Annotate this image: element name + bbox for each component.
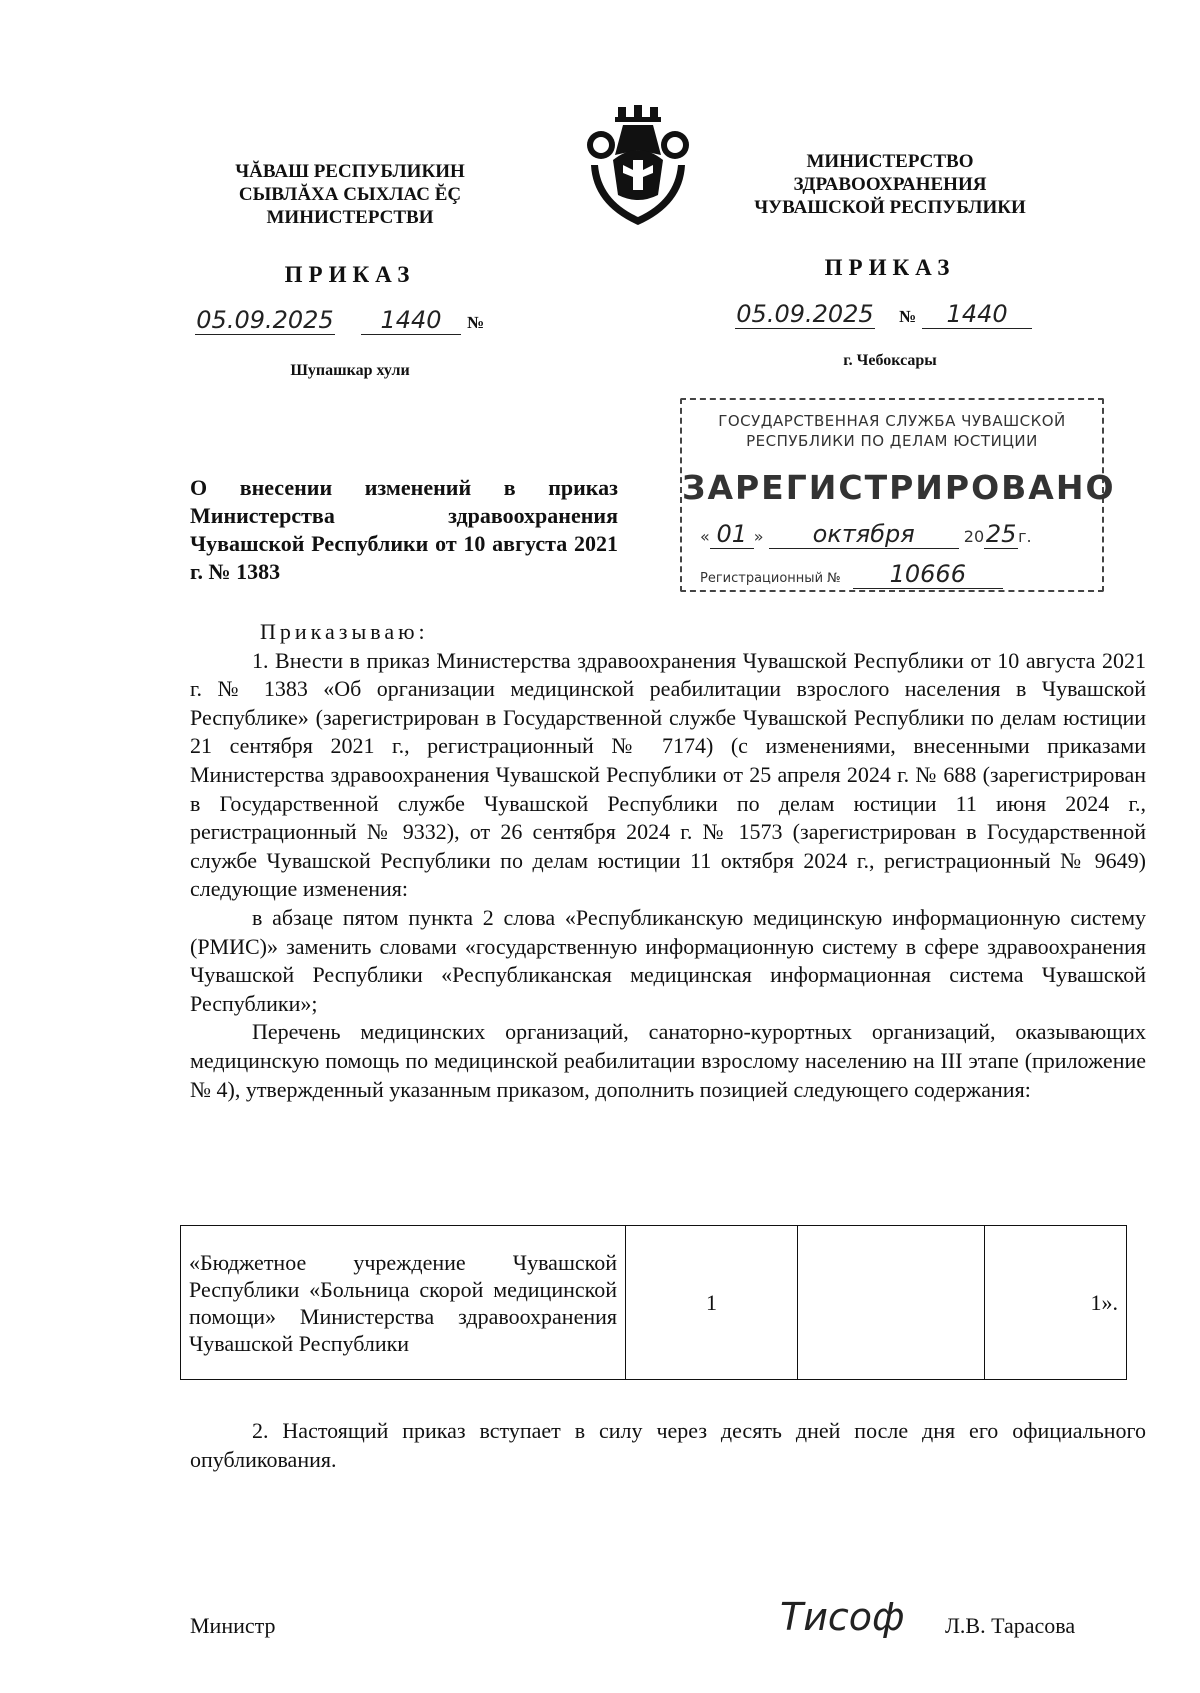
city-right: г. Чебоксары xyxy=(843,352,937,369)
order-word-left: ПРИКАЗ xyxy=(284,262,416,287)
registration-stamp xyxy=(680,398,1116,592)
number-right-handwritten: 1440 xyxy=(922,300,1032,329)
signature-label: Министр xyxy=(190,1613,276,1638)
header-left-line-2: СЫВЛĂХА СЫХЛАС ĔÇ xyxy=(238,184,462,205)
paragraph-3: Перечень медицинских организаций, санаторно-курортных организаций, оказывающих медицинскую помощь по медицинской реабилитации взрослому населению на III этапе (приложение № 4), утвержденный указанным приказом, дополнить позицией следующего содержания: xyxy=(190,1019,1146,1102)
stamp-month-handwritten: октября xyxy=(769,520,959,549)
header-right-line-2: ЗДРАВООХРАНЕНИЯ xyxy=(793,174,987,195)
number-sign-right: № xyxy=(899,307,917,326)
order-word-right: ПРИКАЗ xyxy=(824,255,956,280)
coat-of-arms-emblem xyxy=(583,105,693,230)
date-right-handwritten: 05.09.2025 xyxy=(736,300,874,328)
table-cell-col3 xyxy=(798,1226,985,1380)
table-cell-organization: «Бюджетное учреждение Чувашской Республики «Больница скорой медицинской помощи» Министерства здравоохранения Чувашской Республики xyxy=(181,1226,626,1380)
signature-handwritten: Тисоф xyxy=(780,1595,905,1639)
table-row xyxy=(181,1226,1127,1380)
stamp-day-handwritten: 01 xyxy=(710,520,754,549)
stamp-quote-open: « xyxy=(700,527,710,546)
paragraph-4: 2. Настоящий приказ вступает в силу через десять дней после дня его официального опубликования. xyxy=(190,1418,1146,1472)
header-right-block xyxy=(735,150,1045,219)
stamp-reg-label: Регистрационный № xyxy=(700,571,841,586)
header-left-line-3: МИНИСТЕРСТВИ xyxy=(266,207,434,228)
header-left-block xyxy=(205,160,495,229)
stamp-year-suffix: г. xyxy=(1018,527,1032,546)
table-cell-col4: 1». xyxy=(985,1226,1127,1380)
paragraph-2: в абзаце пятом пункта 2 слова «Республиканскую медицинскую информационную систему (РМИС)» заменить словами «государственную информационную систему в сфере здравоохранения Чувашской Республики «Республиканская медицинская информационная система Чувашской Республики»; xyxy=(190,904,1146,1016)
paragraph-1: 1. Внести в приказ Министерства здравоохранения Чувашской Республики от 10 августа 2021 г. № 1383 «Об организации медицинской реабилитации взрослого населения в Чувашской Республике» (зарегистрирован в Государственной службе Чувашской Республики по делам юстиции 21 сентября 2021 г., регистрационный № 7174) (с изменениями, внесенными приказами Министерства здравоохранения Чувашской Республики от 25 апреля 2024 г. № 688 (зарегистрирован в Государственной службе Чувашской Республики по делам юстиции 11 июня 2024 г., регистрационный № 9332), от 26 сентября 2024 г. № 1573 (зарегистрирован в Государственной службе Чувашской Республики по делам юстиции 11 октября 2024 г., регистрационный № 9649) следующие изменения: xyxy=(190,647,1146,902)
inserted-position-table xyxy=(180,1225,1127,1380)
date-left-handwritten: 05.09.2025 xyxy=(196,306,334,334)
order-body-2 xyxy=(190,1417,1146,1474)
order-directive: Приказываю: xyxy=(260,619,429,644)
stamp-quote-close: » xyxy=(753,527,764,546)
stamp-line-1: ГОСУДАРСТВЕННАЯ СЛУЖБА ЧУВАШСКОЙ xyxy=(718,412,1066,430)
order-body xyxy=(190,618,1146,1104)
city-left: Шупашкар хули xyxy=(290,362,410,379)
header-right-line-3: ЧУВАШСКОЙ РЕСПУБЛИКИ xyxy=(754,197,1026,218)
stamp-status: ЗАРЕГИСТРИРОВАНО xyxy=(682,468,1116,507)
stamp-reg-line xyxy=(700,560,1090,589)
stamp-reg-number-handwritten: 10666 xyxy=(853,560,1003,589)
signatory-name: Л.В. Тарасова xyxy=(945,1613,1076,1638)
header-left-line-1: ЧĂВАШ РЕСПУБЛИКИН xyxy=(235,161,465,182)
table-cell-col2: 1 xyxy=(626,1226,798,1380)
stamp-line-2: РЕСПУБЛИКИ ПО ДЕЛАМ ЮСТИЦИИ xyxy=(746,432,1038,450)
header-right-line-1: МИНИСТЕРСТВО xyxy=(806,151,974,172)
date-number-left xyxy=(195,306,525,335)
stamp-year-prefix: 20 xyxy=(963,527,985,546)
order-title: О внесении изменений в приказ Министерства здравоохранения Чувашской Республики от 10 августа 2021 г. № 1383 xyxy=(190,475,618,584)
stamp-date-line xyxy=(700,520,1090,549)
date-number-right xyxy=(735,300,1065,329)
number-left-handwritten: 1440 xyxy=(361,306,461,335)
number-sign-left: № xyxy=(467,313,485,332)
stamp-year-handwritten: 25 xyxy=(985,520,1017,548)
